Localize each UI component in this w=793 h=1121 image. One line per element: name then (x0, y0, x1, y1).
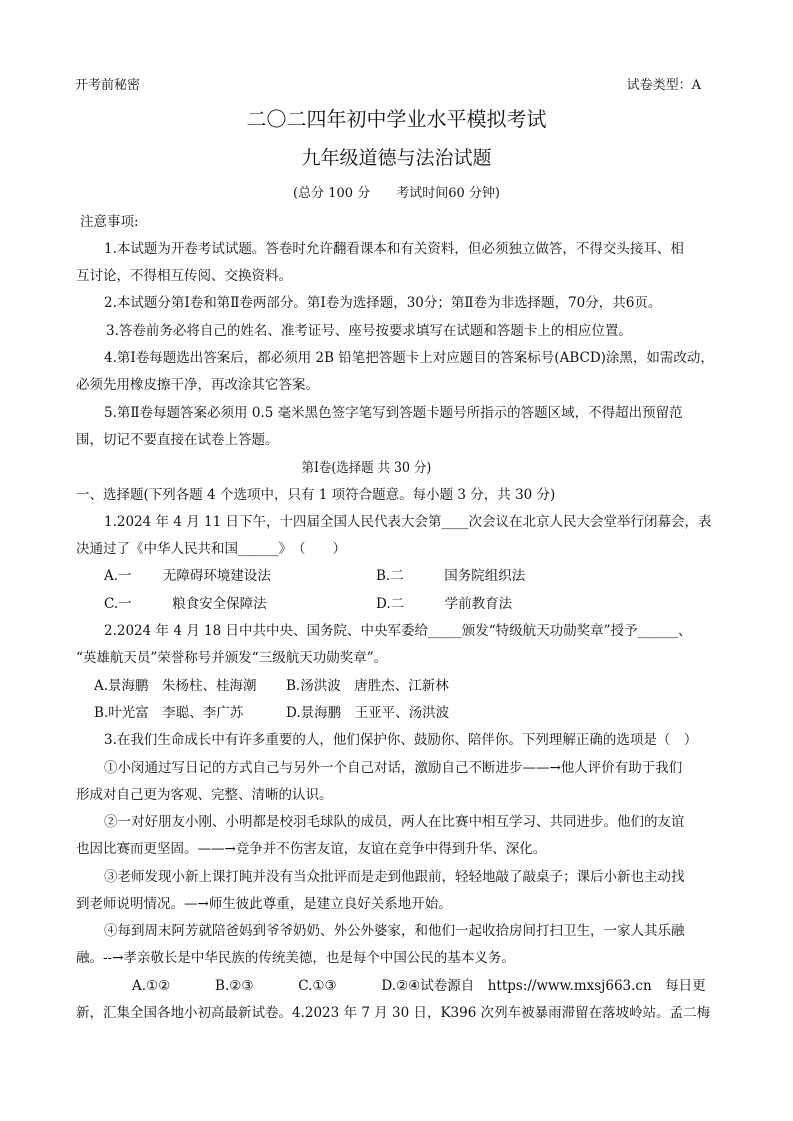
notes-heading: 注意事项: (80, 214, 139, 230)
section-intro: 一、选择题(下列各题 4 个选项中，只有 1 项符合题意。每小题 3 分，共 30 分) (76, 487, 556, 503)
q1-option-c: C.一 粮食安全保障法 (104, 596, 267, 612)
q2-option-a: A.景海鹏 朱杨柱、桂海潮 (94, 678, 257, 694)
exam-subtitle: 九年级道德与法治试题 (301, 147, 492, 169)
q3-statement-cont: 融。--→孝亲敬长是中华民族的传统美德，也是每个中国公民的基本义务。 (76, 950, 515, 966)
q1-option-a: A.一 无障碍环境建设法 (104, 568, 271, 584)
q1-option-b: B.二 国务院组织法 (376, 568, 526, 584)
exam-title: 二〇二四年初中学业水平模拟考试 (246, 107, 547, 131)
q1-option-d: D.二 学前教育法 (376, 596, 513, 612)
q3-statement: ④每到周末阿芳就陪爸妈到爷爷奶奶、外公外婆家，和他们一起收拾房间打扫卫生，一家人其乐融 (104, 923, 685, 939)
section-heading: 第Ⅰ卷(选择题 共 30 分) (301, 460, 432, 476)
q3-options: A.①② B.②③ C.①③ D.②④试卷源自 https://www.mxsj663.cn 每日更 (132, 978, 706, 994)
q3-statement: ②一对好朋友小刚、小明都是校羽毛球队的成员，两人在比赛中相互学习、共同进步。他们的友谊 (104, 814, 685, 830)
note-line: 1.本试题为开卷考试试题。答卷时允许翻看课本和有关资料，但必须独立做答，不得交头接耳、相 (104, 241, 684, 257)
note-line: 5.第Ⅱ卷每题答案必须用 0.5 毫米黑色签字笔写到答题卡题号所指示的答题区域，不得超出预留范 (104, 405, 683, 421)
q2-stem: 2.2024 年 4 月 18 日中共中央、国务院、中央军委给_____颁发“特级航天功勋奖章”授予______、 (104, 623, 692, 639)
q3-statement-cont: 到老师说明情况。—→师生彼此尊重，是建立良好关系地开始。 (76, 896, 452, 912)
paper-type-label: 试卷类型：A (626, 78, 701, 93)
note-line: 3.答卷前务必将自己的姓名、准考证号、座号按要求填写在试题和答题卡上的相应位置。 (106, 323, 632, 339)
confidential-label: 开考前秘密 (75, 78, 141, 93)
note-line: 4.第Ⅰ卷每题选出答案后，都必须用 2B 铅笔把答题卡上对应题目的答案标号(ABCD)涂黑，如需改动， (104, 350, 714, 366)
q2-option-b: B.汤洪波 唐胜杰、江新林 (286, 678, 449, 694)
q1-stem: 1.2024 年 4 月 11 日下午，十四届全国人民代表大会第____次会议在北京人民大会堂举行闭幕会，表 (104, 514, 712, 530)
q4-stem-start: 新，汇集全国各地小初高最新试卷。4.2023 年 7 月 30 日，K396 次列车被暴雨滞留在落坡岭站。孟二梅 (76, 1005, 711, 1021)
exam-meta: (总分 100 分 考试时间60 分钟) (293, 186, 500, 201)
q2-option-c: B.叶光富 李聪、李广苏 (94, 705, 244, 721)
q3-stem: 3.在我们生命成长中有许多重要的人，他们保护你、鼓励你、陪伴你。下列理解正确的选项是（ ） (104, 732, 698, 748)
note-line: 2.本试题分第Ⅰ卷和第Ⅱ卷两部分。第Ⅰ卷为选择题，30分；第Ⅱ卷为非选择题，70分，共6页。 (104, 295, 662, 311)
note-line: 围，切记不要直接在试卷上答题。 (76, 432, 279, 448)
q3-statement: ③老师发现小新上课打盹并没有当众批评而是走到他跟前，轻轻地敲了敲桌子；课后小新也主动找 (104, 869, 685, 885)
q2-stem-cont: “英雄航天员”荣誉称号并颁发“三级航天功勋奖章”。 (76, 650, 388, 666)
q3-statement: ①小闵通过写日记的方式自己与另外一个自己对话，激励自己不断进步——→他人评价有助于我们 (104, 760, 683, 776)
note-line: 必须先用橡皮擦干净，再改涂其它答案。 (76, 377, 319, 393)
q3-statement-cont: 也因比赛而更坚固。——→竞争并不伤害友谊，友谊在竞争中得到升华、深化。 (76, 841, 547, 857)
note-line: 互讨论，不得相互传阅、交换资料。 (76, 268, 292, 284)
q2-option-d: D.景海鹏 王亚平、汤洪波 (286, 705, 450, 721)
q3-statement-cont: 形成对自己更为客观、完整、清晰的认识。 (76, 787, 333, 803)
q1-stem-cont: 决通过了《中华人民共和国______》 （ ） (76, 541, 346, 557)
